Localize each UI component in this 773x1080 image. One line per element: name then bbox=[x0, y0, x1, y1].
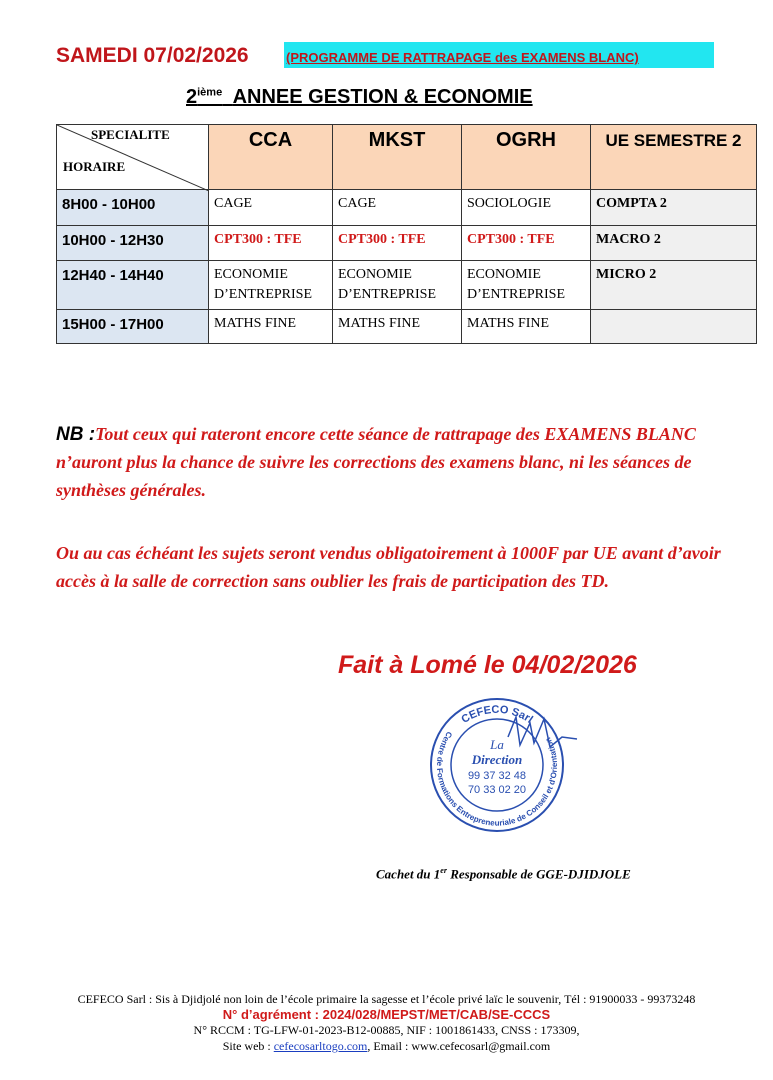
time-cell: 12H40 - 14H40 bbox=[57, 261, 209, 310]
site-label: Site web : bbox=[222, 1039, 274, 1053]
table-cell: ECONOMIE D’ENTREPRISE bbox=[462, 261, 591, 310]
stamp-seal bbox=[412, 697, 582, 835]
nb-label: NB : bbox=[56, 424, 96, 445]
notes-and-signature bbox=[56, 420, 746, 882]
table-row bbox=[57, 190, 757, 226]
nb-text: Tout ceux qui rateront encore cette séance de rattrapage des EXAMENS BLANC n’auront plus la chance de suivre les corrections des examens blanc, ni les séances de synthèses générales. bbox=[56, 424, 696, 500]
class-heading bbox=[186, 86, 533, 109]
cachet-sup: er bbox=[440, 866, 447, 875]
table-cell: ECONOMIE D’ENTREPRISE bbox=[333, 261, 462, 310]
fait-a-lome: Fait à Lomé le 04/02/2026 bbox=[338, 651, 637, 679]
table-row bbox=[57, 261, 757, 310]
footer-agrement: N° d’agrément : 2024/028/MEPST/MET/CAB/SE-CCCS bbox=[222, 1007, 551, 1022]
corner-horaire: HORAIRE bbox=[63, 159, 126, 174]
table-cell: MACRO 2 bbox=[591, 226, 757, 261]
time-cell: 8H00 - 10H00 bbox=[57, 190, 209, 226]
schedule-table bbox=[56, 124, 757, 344]
corner-specialite: SPECIALITE bbox=[91, 127, 170, 142]
column-header: CCA bbox=[209, 125, 333, 190]
table-cell: SOCIOLOGIE bbox=[462, 190, 591, 226]
table-cell: COMPTA 2 bbox=[591, 190, 757, 226]
table-cell bbox=[591, 310, 757, 344]
cachet-post: Responsable de GGE-DJIDJOLE bbox=[446, 866, 631, 882]
corner-cell bbox=[57, 125, 209, 190]
table-cell: MICRO 2 bbox=[591, 261, 757, 310]
table-cell: CAGE bbox=[209, 190, 333, 226]
table-cell: ECONOMIE D’ENTREPRISE bbox=[209, 261, 333, 310]
table-header-row bbox=[57, 125, 757, 190]
footer-contact bbox=[0, 1038, 773, 1054]
table-cell: MATHS FINE bbox=[333, 310, 462, 344]
heading-text: ANNEE GESTION & ECONOMIE bbox=[232, 86, 533, 108]
footer-rccm: N° RCCM : TG-LFW-01-2023-B12-00885, NIF : 1001861433, CNSS : 173309, bbox=[193, 1023, 580, 1037]
stamp-phone2: 70 33 02 20 bbox=[467, 784, 527, 796]
time-cell: 15H00 - 17H00 bbox=[57, 310, 209, 344]
svg-text:CEFECO Sarl bbox=[459, 704, 534, 726]
heading-sup: ième bbox=[197, 86, 223, 99]
table-row bbox=[57, 226, 757, 261]
stamp-ring-text: Centre de Formations Entrepreneuriale de Conseil et d'Orientation bbox=[434, 729, 560, 828]
note-paragraph-2: Ou au cas échéant les sujets seront vendus obligatoirement à 1000F par UE avant d’avoir accès à la salle de correction sans oublier les frais de participation des TD. bbox=[56, 543, 721, 591]
stamp-line1: La bbox=[490, 737, 504, 752]
stamp-phone1: 99 37 32 48 bbox=[467, 770, 527, 782]
heading-num: 2 bbox=[186, 86, 198, 108]
column-header: MKST bbox=[333, 125, 462, 190]
website-link[interactable]: cefecosarltogo.com bbox=[273, 1039, 368, 1053]
footer-address: CEFECO Sarl : Sis à Djidjolé non loin de l’école primaire la sagesse et l’école privé laïc le souvenir, Tél : 91900033 - 99373248 bbox=[77, 992, 696, 1006]
cachet-pre: Cachet du 1 bbox=[376, 866, 441, 882]
subtitle: (PROGRAMME DE RATTRAPAGE des EXAMENS BLANC) bbox=[286, 50, 639, 65]
table-cell: CPT300 : TFE bbox=[209, 226, 333, 261]
column-header: UE SEMESTRE 2 bbox=[591, 125, 757, 190]
time-cell: 10H00 - 12H30 bbox=[57, 226, 209, 261]
table-cell: MATHS FINE bbox=[462, 310, 591, 344]
table-cell: CPT300 : TFE bbox=[333, 226, 462, 261]
table-row bbox=[57, 310, 757, 344]
table-cell: CPT300 : TFE bbox=[462, 226, 591, 261]
table-cell: MATHS FINE bbox=[209, 310, 333, 344]
column-header: OGRH bbox=[462, 125, 591, 190]
date-title: SAMEDI 07/02/2026 bbox=[56, 44, 249, 67]
stamp-top-text: CEFECO Sarl bbox=[459, 703, 535, 726]
footer bbox=[0, 991, 773, 1054]
email-text: , Email : www.cefecosarl@gmail.com bbox=[367, 1039, 551, 1053]
stamp-line2: Direction bbox=[471, 752, 523, 767]
table-cell: CAGE bbox=[333, 190, 462, 226]
handwritten-signature bbox=[508, 717, 577, 747]
nb-note bbox=[56, 420, 746, 504]
cachet-caption bbox=[376, 863, 746, 882]
